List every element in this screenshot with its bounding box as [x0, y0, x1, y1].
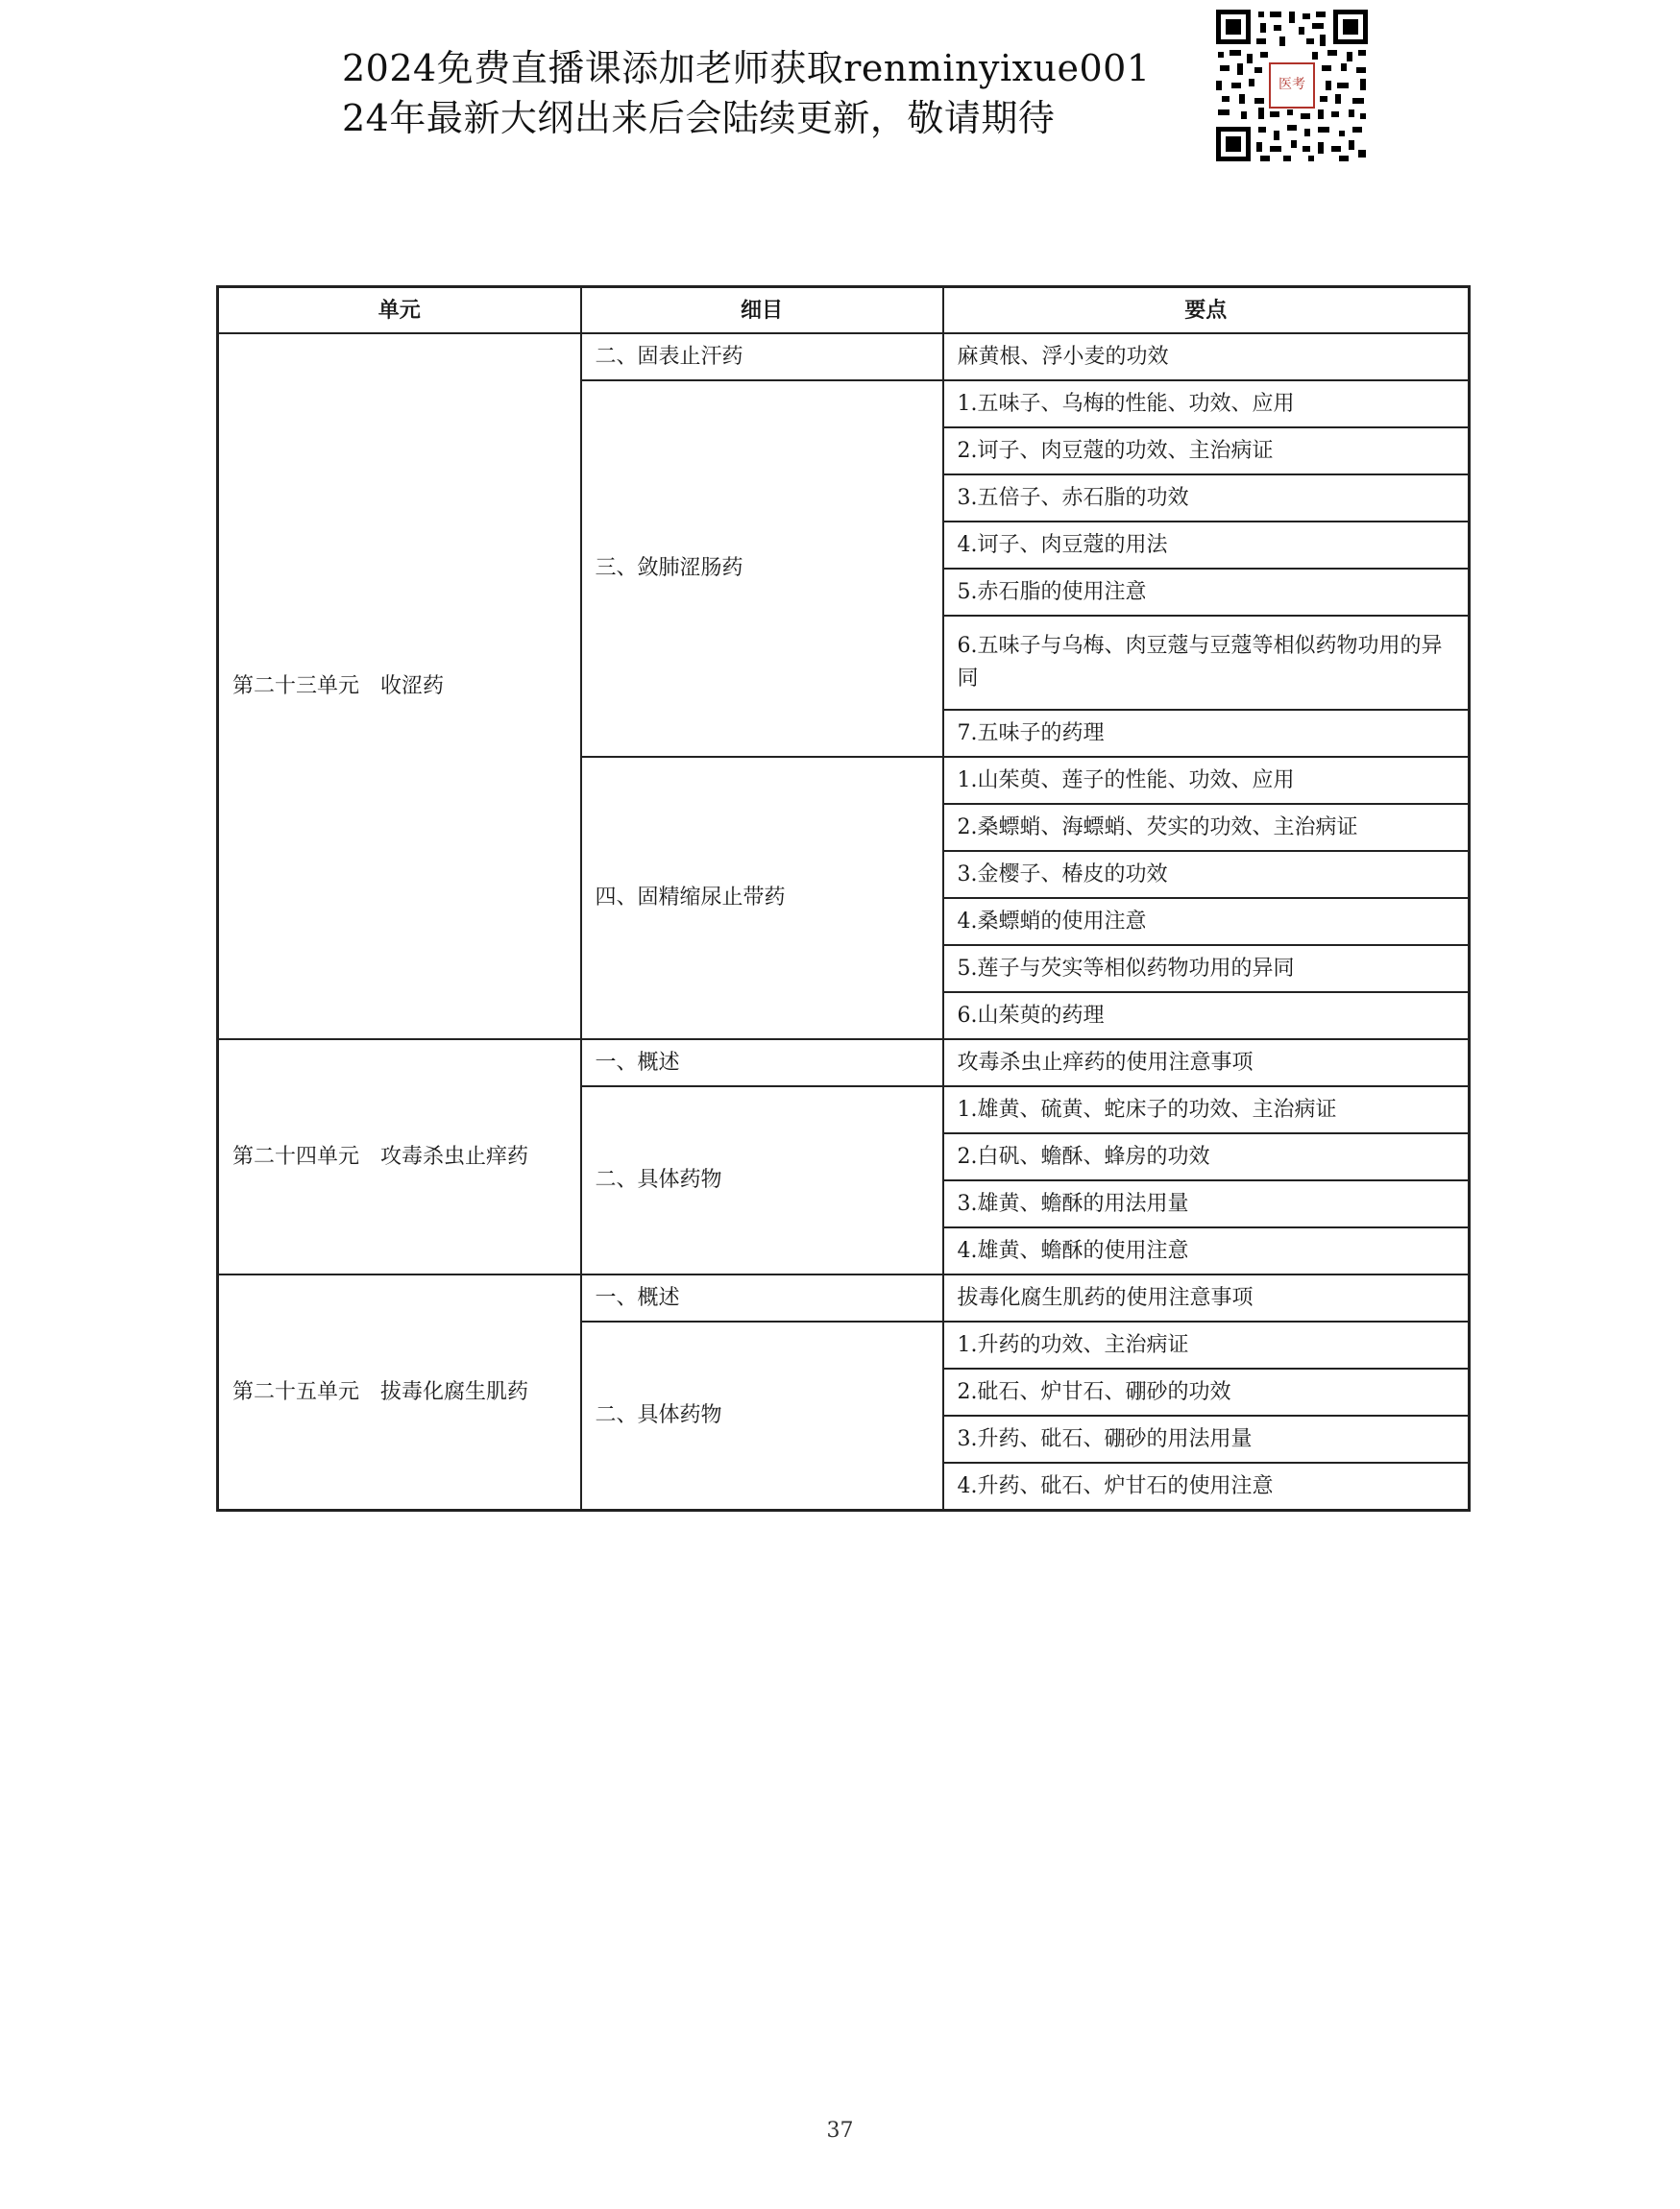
qr-code [1212, 6, 1372, 165]
point-cell: 5.莲子与芡实等相似药物功用的异同 [943, 945, 1470, 992]
point-cell: 2.桑螵蛸、海螵蛸、芡实的功效、主治病证 [943, 804, 1470, 851]
header-keypoint: 要点 [943, 287, 1470, 334]
section-cell: 二、具体药物 [581, 1322, 943, 1511]
section-cell: 三、敛肺涩肠药 [581, 380, 943, 757]
syllabus-table [216, 285, 1471, 1512]
point-cell: 1.雄黄、硫黄、蛇床子的功效、主治病证 [943, 1086, 1470, 1133]
point-cell: 6.山茱萸的药理 [943, 992, 1470, 1039]
table-row [218, 333, 1470, 380]
section-cell: 四、固精缩尿止带药 [581, 757, 943, 1039]
unit-cell: 第二十四单元 攻毒杀虫止痒药 [218, 1039, 581, 1274]
unit-cell: 第二十三单元 收涩药 [218, 333, 581, 1039]
unit-cell: 第二十五单元 拔毒化腐生肌药 [218, 1274, 581, 1511]
header-unit: 单元 [218, 287, 581, 334]
point-cell: 1.山茱萸、莲子的性能、功效、应用 [943, 757, 1470, 804]
point-cell: 6.五味子与乌梅、肉豆蔻与豆蔻等相似药物功用的异同 [943, 616, 1470, 710]
point-cell: 4.桑螵蛸的使用注意 [943, 898, 1470, 945]
point-cell: 麻黄根、浮小麦的功效 [943, 333, 1470, 380]
table-header-row [218, 287, 1470, 334]
qr-logo-text: 医考 [1278, 77, 1305, 92]
section-cell: 一、概述 [581, 1274, 943, 1322]
header-detail: 细目 [581, 287, 943, 334]
point-cell: 拔毒化腐生肌药的使用注意事项 [943, 1274, 1470, 1322]
header-line-2: 24年最新大纲出来后会陆续更新，敬请期待 [342, 97, 1056, 139]
point-cell: 2.白矾、蟾酥、蜂房的功效 [943, 1133, 1470, 1180]
point-cell: 4.诃子、肉豆蔻的用法 [943, 522, 1470, 569]
table-row [218, 1039, 1470, 1086]
point-cell: 5.赤石脂的使用注意 [943, 569, 1470, 616]
point-cell: 4.雄黄、蟾酥的使用注意 [943, 1227, 1470, 1274]
point-cell: 3.升药、砒石、硼砂的用法用量 [943, 1416, 1470, 1463]
point-cell: 2.诃子、肉豆蔻的功效、主治病证 [943, 427, 1470, 474]
header-line-1: 2024免费直播课添加老师获取renminyixue001 [342, 47, 1151, 89]
point-cell: 3.雄黄、蟾酥的用法用量 [943, 1180, 1470, 1227]
section-cell: 二、具体药物 [581, 1086, 943, 1274]
page-number: 37 [826, 2119, 854, 2143]
point-cell: 3.金樱子、椿皮的功效 [943, 851, 1470, 898]
point-cell: 1.五味子、乌梅的性能、功效、应用 [943, 380, 1470, 427]
point-cell: 1.升药的功效、主治病证 [943, 1322, 1470, 1369]
page-header [342, 42, 1151, 142]
section-cell: 一、概述 [581, 1039, 943, 1086]
point-cell: 7.五味子的药理 [943, 710, 1470, 757]
section-cell: 二、固表止汗药 [581, 333, 943, 380]
table-row [218, 1274, 1470, 1322]
point-cell: 3.五倍子、赤石脂的功效 [943, 474, 1470, 522]
point-cell: 2.砒石、炉甘石、硼砂的功效 [943, 1369, 1470, 1416]
point-cell: 4.升药、砒石、炉甘石的使用注意 [943, 1463, 1470, 1511]
point-cell: 攻毒杀虫止痒药的使用注意事项 [943, 1039, 1470, 1086]
